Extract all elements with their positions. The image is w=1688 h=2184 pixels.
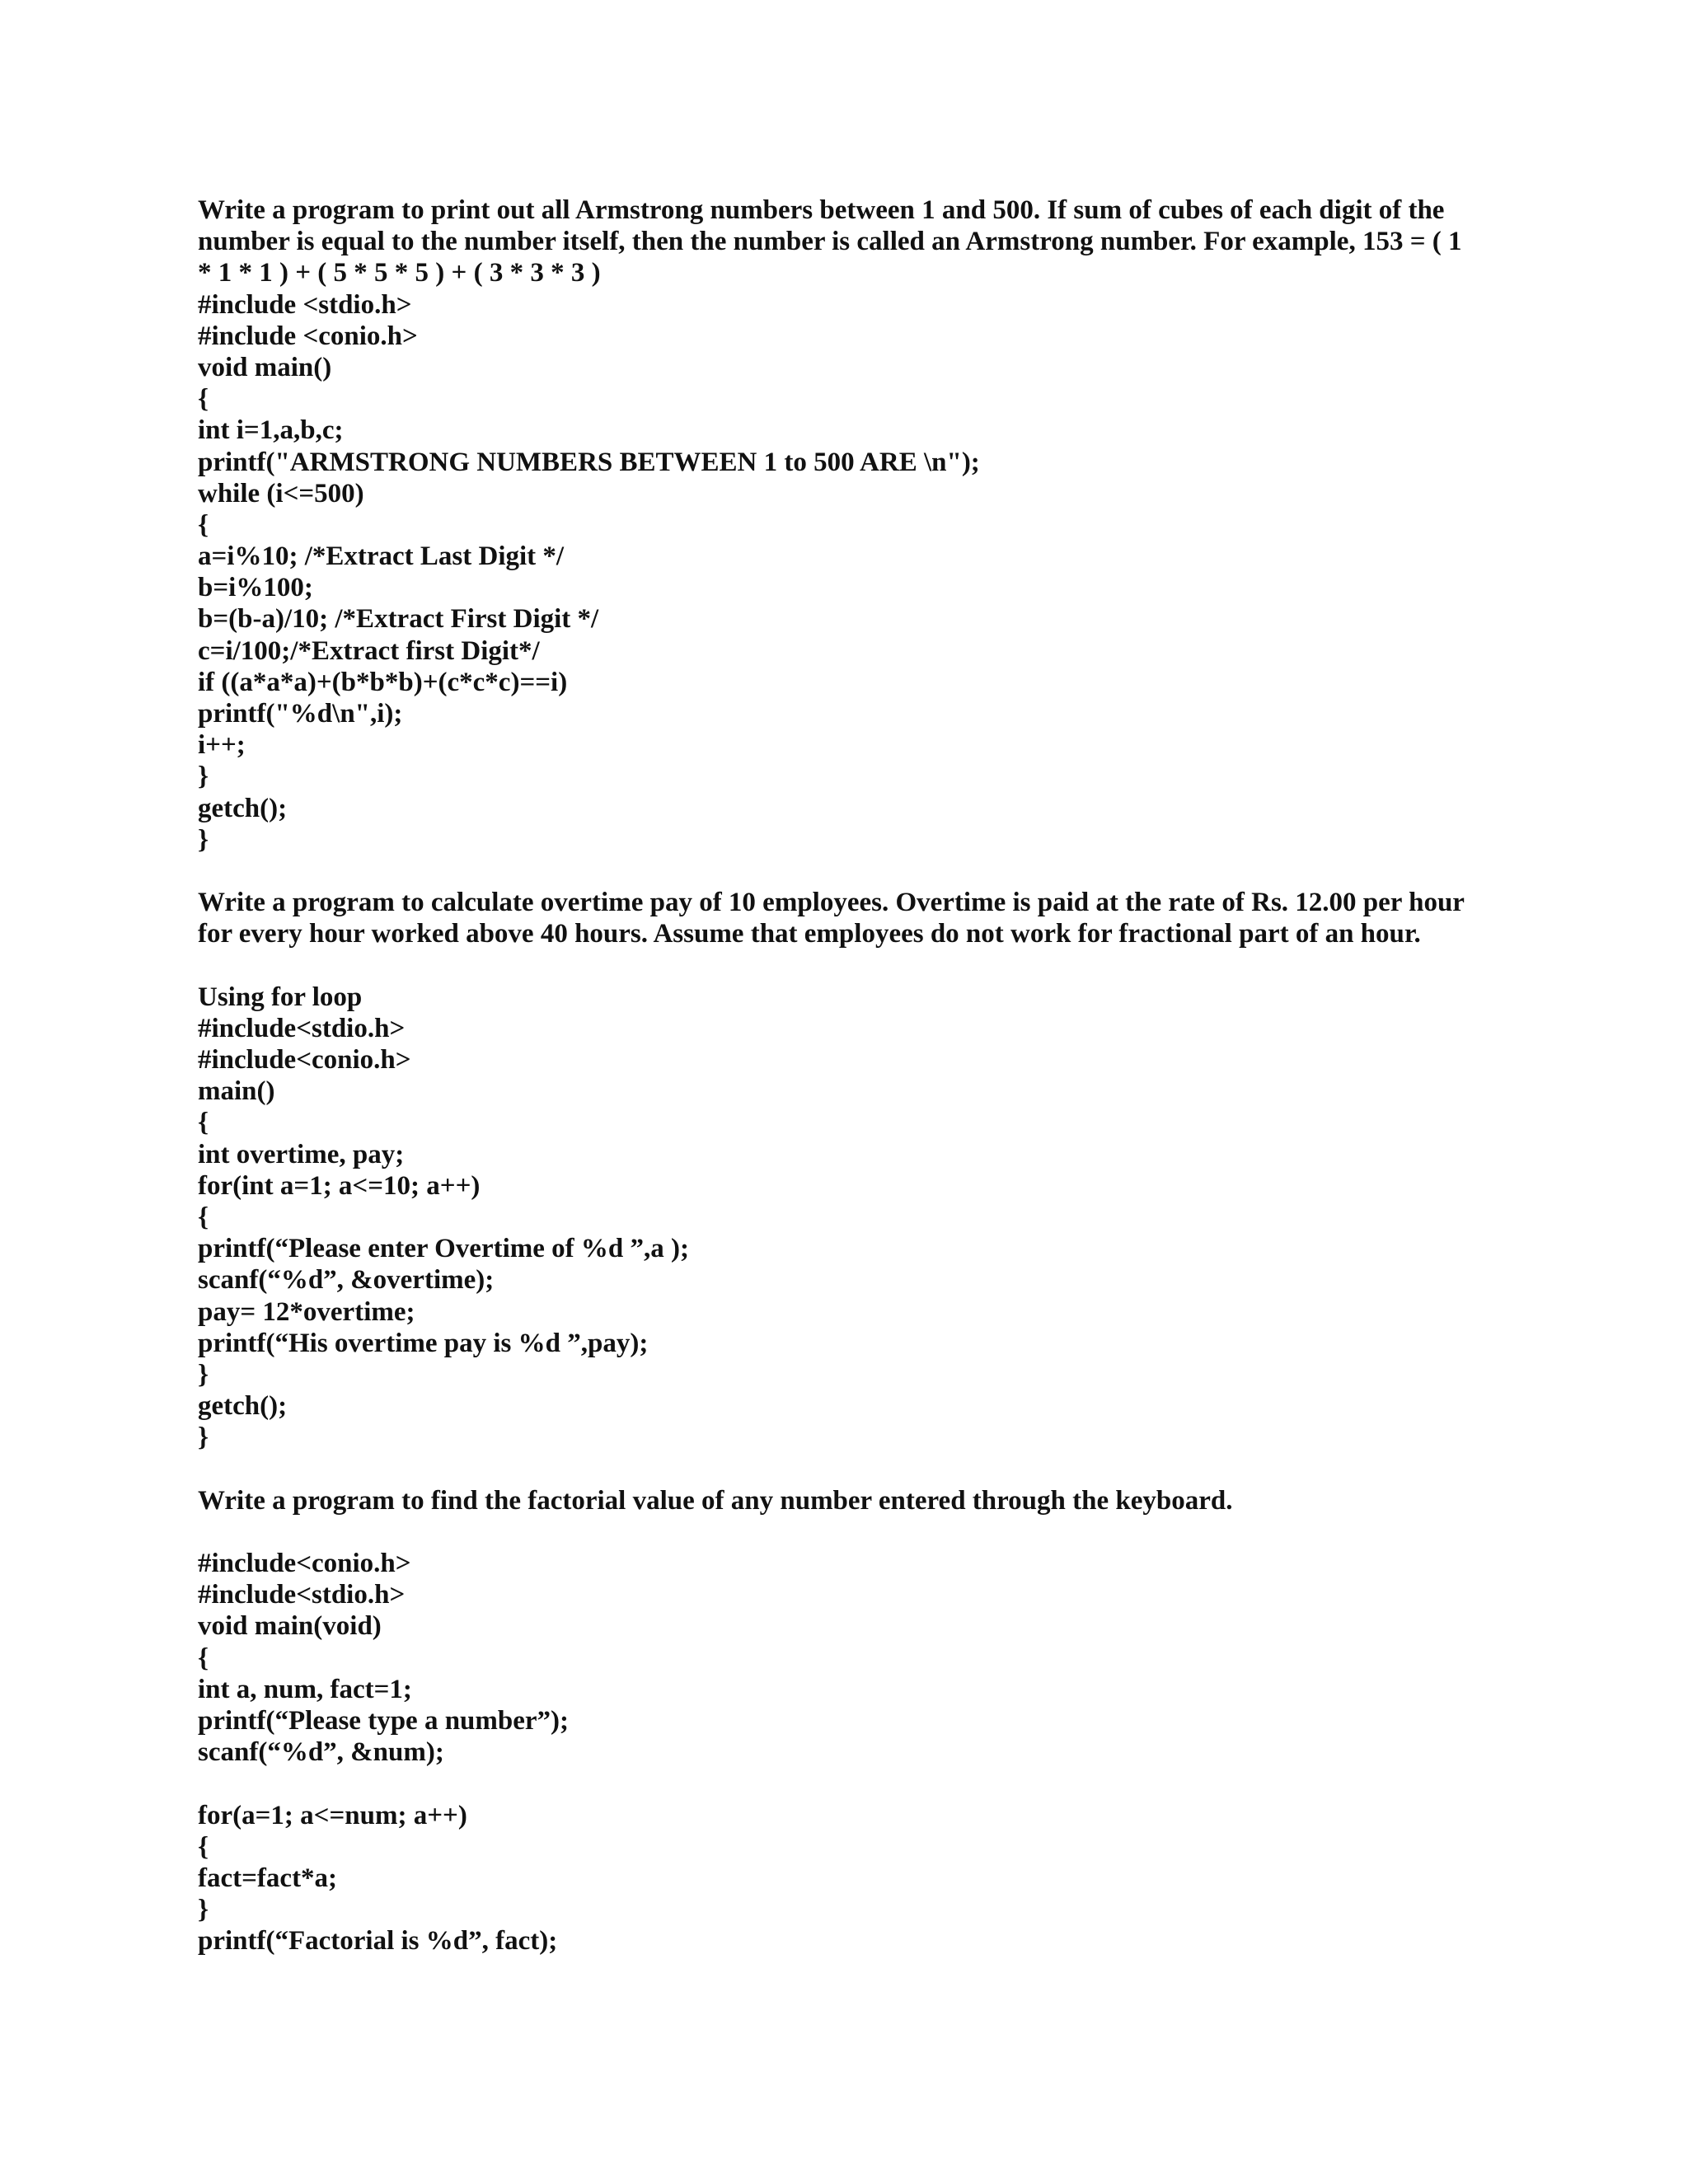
code-line: } bbox=[198, 1359, 209, 1390]
armstrong-section bbox=[198, 194, 1484, 855]
code-line: printf(“Please enter Overtime of %d ”,a ); bbox=[198, 1234, 689, 1264]
armstrong-intro-line: * 1 * 1 ) + ( 5 * 5 * 5 ) + ( 3 * 3 * 3 ) bbox=[198, 258, 601, 288]
code-line: #include<conio.h> bbox=[198, 1549, 411, 1579]
overtime-intro-line: Write a program to calculate overtime pay of 10 employees. Overtime is paid at the rate of Rs. 12.00 per hour bbox=[198, 888, 1465, 918]
code-line: i++; bbox=[198, 730, 246, 761]
code-line: main() bbox=[198, 1076, 275, 1107]
section-spacer bbox=[198, 1516, 1484, 1548]
code-line: int overtime, pay; bbox=[198, 1139, 405, 1169]
code-line: for(a=1; a<=num; a++) bbox=[198, 1800, 467, 1830]
code-spacer bbox=[198, 1768, 1484, 1799]
code-line: } bbox=[198, 762, 209, 792]
code-line: void main(void) bbox=[198, 1611, 382, 1642]
code-line: scanf(“%d”, &overtime); bbox=[198, 1265, 495, 1296]
code-line: printf("%d\n",i); bbox=[198, 699, 403, 729]
code-line: fact=fact*a; bbox=[198, 1863, 338, 1893]
code-line: getch(); bbox=[198, 793, 288, 823]
code-line: #include<stdio.h> bbox=[198, 1580, 406, 1610]
overtime-section bbox=[198, 887, 1484, 1453]
code-line: for(int a=1; a<=10; a++) bbox=[198, 1170, 481, 1201]
code-line: scanf(“%d”, &num); bbox=[198, 1737, 444, 1768]
code-line: while (i<=500) bbox=[198, 478, 364, 509]
section-spacer bbox=[198, 1454, 1484, 1485]
overtime-code-block bbox=[198, 1013, 1484, 1454]
factorial-section bbox=[198, 1485, 1484, 1957]
code-line: a=i%10; /*Extract Last Digit */ bbox=[198, 541, 565, 572]
code-line: printf(“His overtime pay is %d ”,pay); bbox=[198, 1328, 649, 1358]
code-line: b=i%100; bbox=[198, 573, 313, 603]
code-line: printf(“Please type a number”); bbox=[198, 1706, 570, 1736]
code-line: } bbox=[198, 1895, 209, 1925]
overtime-intro-line: for every hour worked above 40 hours. Assume that employees do not work for fractional part of an hour. bbox=[198, 919, 1421, 949]
code-line: if ((a*a*a)+(b*b*b)+(c*c*c)==i) bbox=[198, 667, 568, 697]
code-line: { bbox=[198, 509, 209, 540]
document-content bbox=[198, 194, 1484, 1957]
armstrong-intro-line: Write a program to print out all Armstrong numbers between 1 and 500. If sum of cubes of each digit of the bbox=[198, 195, 1445, 225]
section-spacer bbox=[198, 855, 1484, 887]
code-line: { bbox=[198, 1108, 209, 1138]
code-line: printf(“Factorial is %d”, fact); bbox=[198, 1926, 558, 1957]
overtime-subheading: Using for loop bbox=[198, 982, 363, 1012]
factorial-code-block bbox=[198, 1548, 1484, 1957]
code-line: { bbox=[198, 384, 209, 415]
factorial-intro-line: Write a program to find the factorial value of any number entered through the keyboard. bbox=[198, 1485, 1233, 1516]
armstrong-intro-line: number is equal to the number itself, then the number is called an Armstrong number. For example, 153 = ( 1 bbox=[198, 227, 1462, 257]
code-line: { bbox=[198, 1831, 209, 1862]
code-line: pay= 12*overtime; bbox=[198, 1296, 415, 1327]
code-line: int i=1,a,b,c; bbox=[198, 415, 344, 446]
code-line: int a, num, fact=1; bbox=[198, 1674, 412, 1704]
code-line: { bbox=[198, 1643, 209, 1673]
code-line: #include <stdio.h> bbox=[198, 289, 412, 320]
armstrong-code-block bbox=[198, 289, 1484, 855]
code-line: } bbox=[198, 824, 209, 855]
section-spacer bbox=[198, 950, 1484, 982]
code-line: c=i/100;/*Extract first Digit*/ bbox=[198, 635, 540, 666]
code-line: #include<stdio.h> bbox=[198, 1013, 406, 1043]
code-line: printf("ARMSTRONG NUMBERS BETWEEN 1 to 500 ARE \n"); bbox=[198, 447, 980, 477]
code-line: #include <conio.h> bbox=[198, 321, 418, 351]
code-line: getch(); bbox=[198, 1391, 288, 1422]
code-line: void main() bbox=[198, 352, 332, 382]
code-line: } bbox=[198, 1422, 209, 1453]
code-line: b=(b-a)/10; /*Extract First Digit */ bbox=[198, 604, 599, 635]
code-line: #include<conio.h> bbox=[198, 1045, 411, 1076]
code-line: { bbox=[198, 1202, 209, 1232]
